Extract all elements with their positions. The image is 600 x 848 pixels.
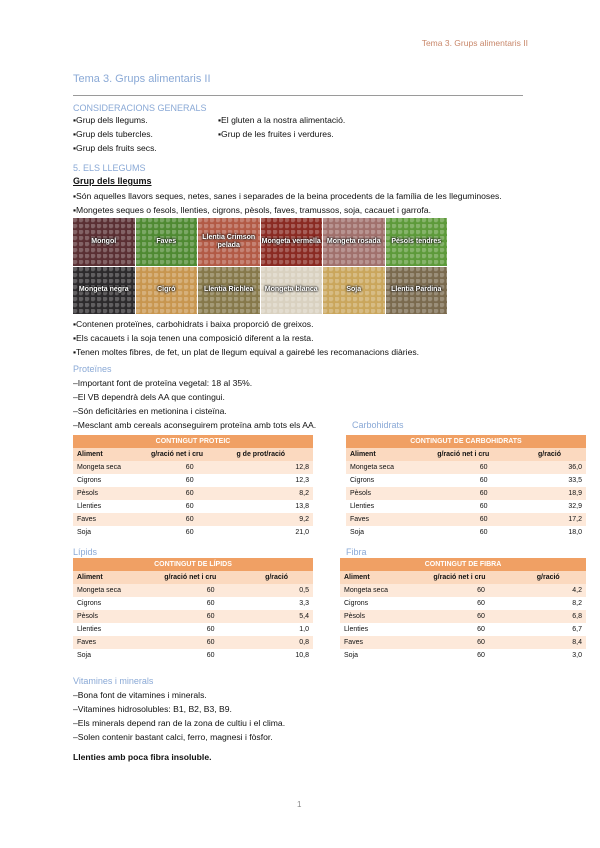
table-cell: Llenties (340, 623, 429, 636)
proteins-heading: Proteïnes (73, 364, 112, 374)
table-cell: 32,9 (534, 500, 586, 513)
table-cell: Faves (346, 513, 433, 526)
running-header: Tema 3. Grups alimentaris II (421, 38, 528, 48)
table-row (73, 500, 313, 513)
table-cell: Llenties (73, 500, 147, 513)
table-row (73, 526, 313, 539)
legumes-heading: 5. ELS LLEGUMS (73, 163, 146, 173)
table-row (73, 474, 313, 487)
legume-photo (323, 267, 385, 315)
table-cell: Cigrons (346, 474, 433, 487)
legume-photo-label: Pèsols tendres (391, 237, 442, 245)
list-item: ▪ Grup dels llegums. (73, 113, 157, 127)
table-row (73, 487, 313, 500)
table-header: g/ració (261, 571, 313, 584)
list-item: – Els minerals depend ran de la zona de cultiu i el clima. (73, 716, 285, 730)
table-cell: Mongeta seca (73, 461, 147, 474)
list-item: – Solen contenir bastant calci, ferro, magnesi i fòsfor. (73, 730, 285, 744)
legume-photo (386, 218, 448, 266)
table-row (340, 649, 586, 662)
table-cell: Mongeta seca (340, 584, 429, 597)
table-cell: 60 (429, 649, 532, 662)
table-cell: 13,8 (232, 500, 313, 513)
closing-note: Llenties amb poca fibra insoluble. (73, 752, 212, 762)
table-cell: 36,0 (534, 461, 586, 474)
list-item: ▪ Grup de les fruites i verdures. (218, 127, 345, 141)
table-cell: 10,8 (261, 649, 313, 662)
table-cell: 3,0 (533, 649, 586, 662)
general-heading: CONSIDERACIONS GENERALS (73, 103, 207, 113)
list-item: ▪ Mongetes seques o fesols, llenties, cigrons, pèsols, faves, tramussos, soja, cacauet i garrofa. (73, 203, 502, 217)
table-cell: 60 (147, 461, 233, 474)
table-cell: 60 (429, 610, 532, 623)
legume-photo-label: Llentia Pardina (391, 286, 442, 294)
list-item: ▪ Grup dels fruits secs. (73, 141, 157, 155)
table-row (346, 526, 586, 539)
table-cell: Faves (73, 513, 147, 526)
list-item: ▪ Grup dels tubercles. (73, 127, 157, 141)
legume-photo-grid (73, 218, 447, 314)
table-cell: Pèsols (346, 487, 433, 500)
table-row (73, 597, 313, 610)
table-cell: 60 (433, 474, 534, 487)
table-row (73, 584, 313, 597)
table-cell: 60 (160, 623, 261, 636)
proteins-list (73, 376, 316, 432)
table-cell: 60 (160, 636, 261, 649)
list-item: – Important font de proteïna vegetal: 18 al 35%. (73, 376, 316, 390)
table-header: g/ració net i cru (160, 571, 261, 584)
table-cell: 12,8 (232, 461, 313, 474)
table-header: g/ració net i cru (147, 448, 233, 461)
table-header: g/ració net i cru (433, 448, 534, 461)
legume-photo-label: Faves (156, 237, 177, 245)
table-cell: 60 (433, 487, 534, 500)
table-cell: Cigrons (73, 474, 147, 487)
general-list-left (73, 113, 157, 155)
legume-photo (73, 218, 135, 266)
table-header: Aliment (340, 571, 429, 584)
table-header: Aliment (73, 571, 160, 584)
legume-photo-label: Soja (346, 286, 362, 294)
table-cell: Llenties (346, 500, 433, 513)
table-cell: 60 (147, 474, 233, 487)
carbs-heading: Carbohidrats (352, 420, 404, 430)
table-row (340, 623, 586, 636)
lipids-heading: Lípids (73, 547, 98, 557)
legume-photo-label: Mongeta negra (78, 286, 129, 294)
table-header: g/ració net i cru (429, 571, 532, 584)
table-caption: CONTINGUT DE LÍPIDS (73, 558, 313, 571)
table-caption: CONTINGUT DE CARBOHIDRATS (346, 435, 586, 448)
legume-photo (261, 267, 323, 315)
table-cell: 60 (147, 500, 233, 513)
table-header: g de prot/ració (232, 448, 313, 461)
table-cell: 9,2 (232, 513, 313, 526)
list-item: ▪ El gluten a la nostra alimentació. (218, 113, 345, 127)
table-cell: 60 (147, 487, 233, 500)
table-cell: 17,2 (534, 513, 586, 526)
table-row (73, 610, 313, 623)
table-row (346, 500, 586, 513)
table-cell: 18,9 (534, 487, 586, 500)
table-row (346, 513, 586, 526)
list-item: – Bona font de vitamines i minerals. (73, 688, 285, 702)
table-cell: 60 (147, 526, 233, 539)
table-cell: Soja (73, 649, 160, 662)
table-header: g/ració (534, 448, 586, 461)
table-cell: 60 (433, 461, 534, 474)
list-item: ▪ Són aquelles llavors seques, netes, sanes i separades de la beina procedents de la família de les lleguminoses. (73, 189, 502, 203)
table-cell: 33,5 (534, 474, 586, 487)
table-cell: 4,2 (533, 584, 586, 597)
table-cell: Cigrons (340, 597, 429, 610)
general-list-right (218, 113, 345, 141)
table-cell: 21,0 (232, 526, 313, 539)
list-item: ▪ Els cacauets i la soja tenen una composició diferent a la resta. (73, 331, 419, 345)
table-caption: CONTINGUT PROTEIC (73, 435, 313, 448)
table-cell: Soja (340, 649, 429, 662)
title-rule (73, 95, 523, 96)
legume-photo (323, 218, 385, 266)
table-row (73, 623, 313, 636)
legume-photo (198, 267, 260, 315)
table-cell: 12,3 (232, 474, 313, 487)
carbs-table (346, 435, 586, 539)
table-cell: Llenties (73, 623, 160, 636)
table-cell: 60 (160, 584, 261, 597)
table-cell: 5,4 (261, 610, 313, 623)
table-row (73, 636, 313, 649)
legume-photo (198, 218, 260, 266)
table-cell: 8,2 (232, 487, 313, 500)
table-cell: Faves (73, 636, 160, 649)
table-row (340, 597, 586, 610)
table-cell: Soja (73, 526, 147, 539)
table-row (346, 474, 586, 487)
table-cell: 60 (429, 623, 532, 636)
lipids-table (73, 558, 313, 662)
page-title: Tema 3. Grups alimentaris II (73, 73, 211, 85)
legume-photo (73, 267, 135, 315)
table-cell: 60 (433, 500, 534, 513)
table-row (340, 610, 586, 623)
table-cell: 60 (433, 513, 534, 526)
table-row (73, 513, 313, 526)
table-row (340, 636, 586, 649)
protein-table (73, 435, 313, 539)
vitamins-list (73, 688, 285, 744)
table-cell: 8,4 (533, 636, 586, 649)
list-item: – Mesclant amb cereals aconseguirem proteïna amb tots els AA. (73, 418, 316, 432)
legume-photo-label: Mongeta vermella (261, 237, 321, 245)
legume-photo-label: Mongeta rosada (326, 237, 381, 245)
table-cell: 60 (160, 610, 261, 623)
table-cell: 1,0 (261, 623, 313, 636)
table-cell: Pèsols (73, 487, 147, 500)
legume-photo-label: Mongol (91, 237, 117, 245)
legume-photo-label: Llentia Crimson pelada (202, 233, 256, 249)
table-header: Aliment (346, 448, 433, 461)
table-cell: 3,3 (261, 597, 313, 610)
legume-photo-label: Cigró (157, 286, 176, 294)
legume-photo (136, 267, 198, 315)
list-item: – El VB dependrà dels AA que contingui. (73, 390, 316, 404)
list-item: – Vitamines hidrosolubles: B1, B2, B3, B9. (73, 702, 285, 716)
table-row (73, 461, 313, 474)
table-cell: 60 (147, 513, 233, 526)
vitamins-heading: Vitamines i minerals (73, 676, 154, 686)
legumes-subheading: Grup dels llegums (73, 176, 152, 186)
table-cell: 18,0 (534, 526, 586, 539)
legume-photo-label: Mongeta blanca (264, 286, 318, 294)
table-cell: 0,8 (261, 636, 313, 649)
table-header: Aliment (73, 448, 147, 461)
legume-photo (136, 218, 198, 266)
table-row (73, 649, 313, 662)
legume-photo (386, 267, 448, 315)
list-item: ▪ Tenen moltes fibres, de fet, un plat de llegum equival a gairebé les recomanacions diàries. (73, 345, 419, 359)
legume-photo (261, 218, 323, 266)
table-cell: Pèsols (340, 610, 429, 623)
table-row (340, 584, 586, 597)
table-cell: Soja (346, 526, 433, 539)
table-cell: 8,2 (533, 597, 586, 610)
table-cell: 60 (429, 597, 532, 610)
list-item: – Són deficitàries en metionina i cisteïna. (73, 404, 316, 418)
table-cell: 60 (160, 597, 261, 610)
table-cell: 0,5 (261, 584, 313, 597)
fibre-heading: Fibra (346, 547, 367, 557)
legumes-list-1 (73, 189, 502, 217)
table-cell: Mongeta seca (73, 584, 160, 597)
table-row (346, 461, 586, 474)
table-cell: 6,7 (533, 623, 586, 636)
table-cell: Faves (340, 636, 429, 649)
table-cell: 60 (429, 584, 532, 597)
page-number: 1 (297, 800, 302, 809)
table-cell: 60 (160, 649, 261, 662)
legume-photo-label: Llentia Richlea (204, 286, 254, 294)
table-cell: Cigrons (73, 597, 160, 610)
legumes-list-2 (73, 317, 419, 359)
table-cell: 6,8 (533, 610, 586, 623)
table-cell: Mongeta seca (346, 461, 433, 474)
table-header: g/ració (533, 571, 586, 584)
table-cell: Pèsols (73, 610, 160, 623)
table-cell: 60 (429, 636, 532, 649)
table-caption: CONTINGUT DE FIBRA (340, 558, 586, 571)
table-cell: 60 (433, 526, 534, 539)
table-row (346, 487, 586, 500)
fibre-table (340, 558, 586, 662)
list-item: ▪ Contenen proteïnes, carbohidrats i baixa proporció de greixos. (73, 317, 419, 331)
